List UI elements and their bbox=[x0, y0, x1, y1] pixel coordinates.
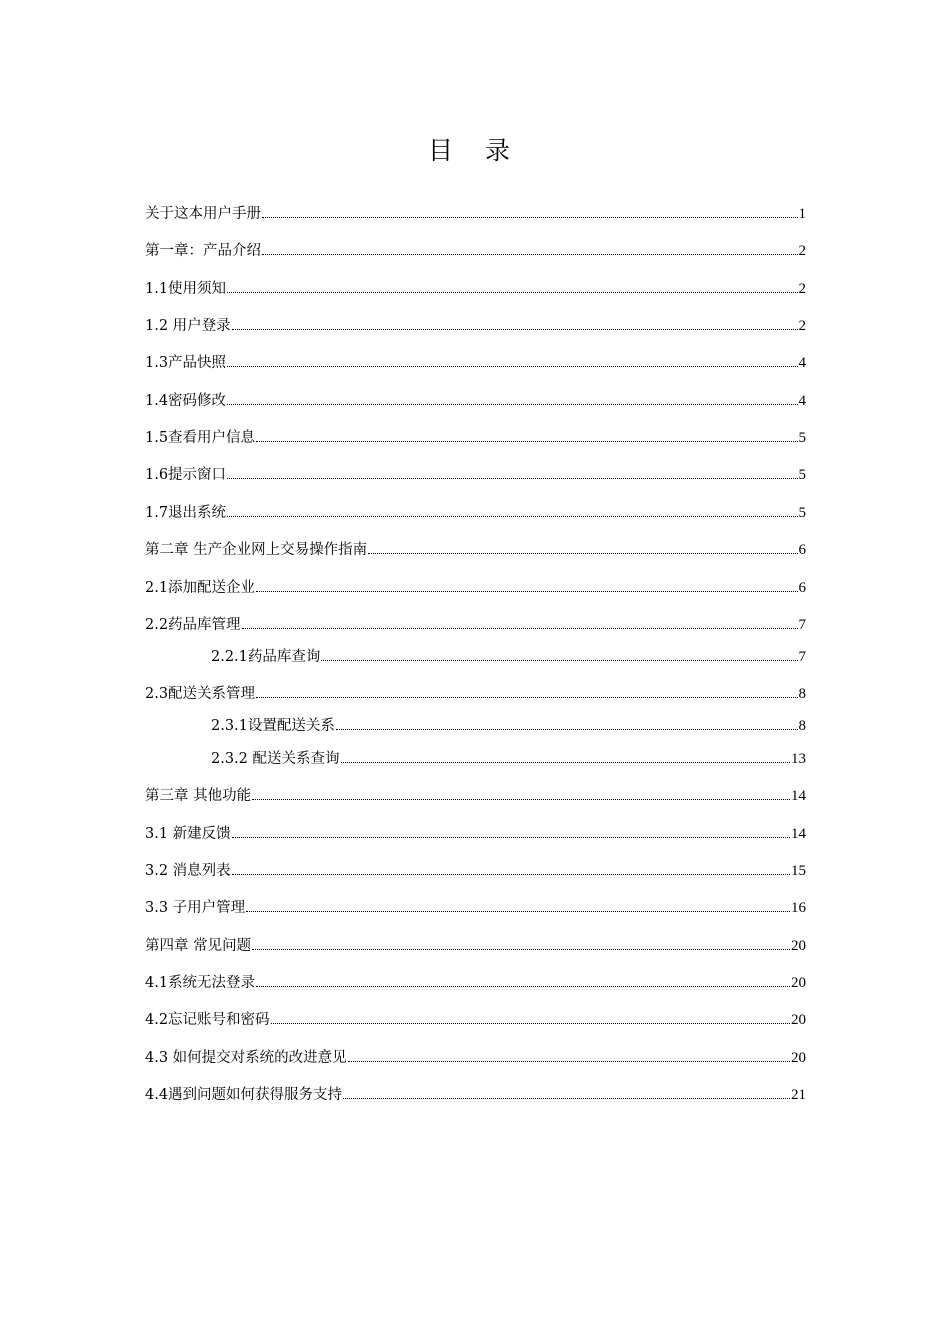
toc-dot-leader bbox=[256, 682, 797, 698]
toc-entry[interactable] bbox=[145, 784, 806, 806]
toc-entry[interactable] bbox=[145, 682, 806, 704]
toc-entry[interactable] bbox=[145, 202, 806, 224]
toc-entry-label: 1.4密码修改 bbox=[145, 393, 227, 409]
toc-entry-label: 4.1系统无法登录 bbox=[145, 975, 256, 991]
toc-entry[interactable] bbox=[145, 463, 806, 485]
toc-entry-page-number: 5 bbox=[798, 430, 806, 446]
toc-dot-leader bbox=[227, 277, 797, 293]
toc-dot-leader bbox=[262, 239, 798, 255]
toc-dot-leader bbox=[252, 934, 790, 950]
toc-entry-label: 1.1使用须知 bbox=[145, 281, 227, 297]
toc-entry-page-number: 5 bbox=[798, 467, 806, 483]
toc-entry[interactable] bbox=[211, 747, 806, 769]
toc-entry[interactable] bbox=[145, 426, 806, 448]
toc-entry-page-number: 2 bbox=[798, 243, 806, 259]
toc-entry[interactable] bbox=[145, 351, 806, 373]
toc-entry[interactable] bbox=[145, 613, 806, 635]
toc-entry-page-number: 14 bbox=[791, 826, 806, 842]
toc-entry-page-number: 4 bbox=[798, 355, 806, 371]
toc-entry-label: 第二章 生产企业网上交易操作指南 bbox=[145, 542, 368, 558]
toc-entry-label: 1.3产品快照 bbox=[145, 355, 227, 371]
toc-entry-label: 2.1添加配送企业 bbox=[145, 580, 256, 596]
toc-entry[interactable] bbox=[145, 934, 806, 956]
toc-entry-label: 第三章 其他功能 bbox=[145, 788, 252, 804]
toc-entry[interactable] bbox=[145, 822, 806, 844]
toc-entry[interactable] bbox=[145, 277, 806, 299]
toc-dot-leader bbox=[271, 1008, 790, 1024]
toc-dot-leader bbox=[336, 714, 798, 730]
toc-entry-page-number: 8 bbox=[798, 718, 806, 734]
toc-entry-label: 1.5查看用户信息 bbox=[145, 430, 256, 446]
toc-entry-page-number: 8 bbox=[798, 686, 806, 702]
toc-entry-label: 4.3 如何提交对系统的改进意见 bbox=[145, 1050, 347, 1066]
toc-dot-leader bbox=[232, 314, 798, 330]
toc-dot-leader bbox=[242, 613, 798, 629]
toc-entry[interactable] bbox=[145, 1008, 806, 1030]
toc-entry-label: 2.2.1药品库查询 bbox=[211, 649, 321, 665]
toc-entry[interactable] bbox=[145, 501, 806, 523]
toc-entry-page-number: 14 bbox=[791, 788, 806, 804]
toc-dot-leader bbox=[227, 351, 797, 367]
toc-entry-page-number: 7 bbox=[798, 617, 806, 633]
toc-entry-page-number: 6 bbox=[798, 542, 806, 558]
page-title: 目 录 bbox=[428, 136, 522, 165]
toc-dot-leader bbox=[227, 501, 797, 517]
toc-entry-label: 1.7退出系统 bbox=[145, 505, 227, 521]
toc-dot-leader bbox=[227, 463, 797, 479]
toc-entry[interactable] bbox=[145, 239, 806, 261]
toc-entry[interactable] bbox=[145, 1083, 806, 1105]
toc-entry-page-number: 4 bbox=[798, 393, 806, 409]
toc-entry[interactable] bbox=[145, 1046, 806, 1068]
toc-dot-leader bbox=[256, 426, 797, 442]
toc-entry-label: 第一章：产品介绍 bbox=[145, 243, 261, 259]
toc-entry-page-number: 13 bbox=[791, 751, 806, 767]
toc-dot-leader bbox=[227, 389, 797, 405]
toc-entry-page-number: 15 bbox=[791, 863, 806, 879]
toc-dot-leader bbox=[256, 971, 790, 987]
toc-entry-label: 2.3.2 配送关系查询 bbox=[211, 751, 340, 767]
toc-entry-label: 3.2 消息列表 bbox=[145, 863, 231, 879]
toc-entry-page-number: 2 bbox=[798, 318, 806, 334]
toc-dot-leader bbox=[246, 896, 790, 912]
toc-entry-page-number: 1 bbox=[798, 206, 806, 222]
toc-entry[interactable] bbox=[211, 714, 806, 736]
toc-entry-label: 4.4遇到问题如何获得服务支持 bbox=[145, 1087, 343, 1103]
toc-entry-label: 1.6提示窗口 bbox=[145, 467, 227, 483]
toc-entry-page-number: 6 bbox=[798, 580, 806, 596]
toc-dot-leader bbox=[343, 1083, 790, 1099]
toc-entry-page-number: 20 bbox=[791, 1050, 806, 1066]
toc-entry-page-number: 2 bbox=[798, 281, 806, 297]
toc-entry-label: 3.3 子用户管理 bbox=[145, 900, 246, 916]
toc-entry-page-number: 7 bbox=[798, 649, 806, 665]
toc-entry-page-number: 5 bbox=[798, 505, 806, 521]
toc-entry[interactable] bbox=[211, 645, 806, 667]
toc-dot-leader bbox=[232, 859, 790, 875]
toc-dot-leader bbox=[321, 645, 797, 661]
toc-entry-label: 3.1 新建反馈 bbox=[145, 826, 231, 842]
toc-entry[interactable] bbox=[145, 576, 806, 598]
toc-entry-label: 2.3.1设置配送关系 bbox=[211, 718, 335, 734]
toc-entry-page-number: 21 bbox=[791, 1087, 806, 1103]
toc-dot-leader bbox=[256, 576, 797, 592]
toc-entry-label: 关于这本用户手册 bbox=[145, 206, 261, 222]
toc-dot-leader bbox=[341, 747, 790, 763]
toc-entry[interactable] bbox=[145, 389, 806, 411]
toc-entry-label: 4.2忘记账号和密码 bbox=[145, 1012, 270, 1028]
toc-entry-label: 2.3配送关系管理 bbox=[145, 686, 256, 702]
toc-entry-page-number: 20 bbox=[791, 1012, 806, 1028]
toc-entry[interactable] bbox=[145, 314, 806, 336]
toc-dot-leader bbox=[232, 822, 790, 838]
toc-entry[interactable] bbox=[145, 859, 806, 881]
toc-entry-label: 2.2药品库管理 bbox=[145, 617, 241, 633]
toc-entry-label: 1.2 用户登录 bbox=[145, 318, 231, 334]
toc-entry-label: 第四章 常见问题 bbox=[145, 938, 252, 954]
toc-entry-page-number: 20 bbox=[791, 975, 806, 991]
toc-dot-leader bbox=[368, 538, 797, 554]
toc-dot-leader bbox=[348, 1046, 790, 1062]
toc-entry[interactable] bbox=[145, 896, 806, 918]
toc-dot-leader bbox=[262, 202, 798, 218]
toc-entry[interactable] bbox=[145, 538, 806, 560]
toc-dot-leader bbox=[252, 784, 790, 800]
toc-entry[interactable] bbox=[145, 971, 806, 993]
toc-entry-page-number: 20 bbox=[791, 938, 806, 954]
toc-entry-page-number: 16 bbox=[791, 900, 806, 916]
